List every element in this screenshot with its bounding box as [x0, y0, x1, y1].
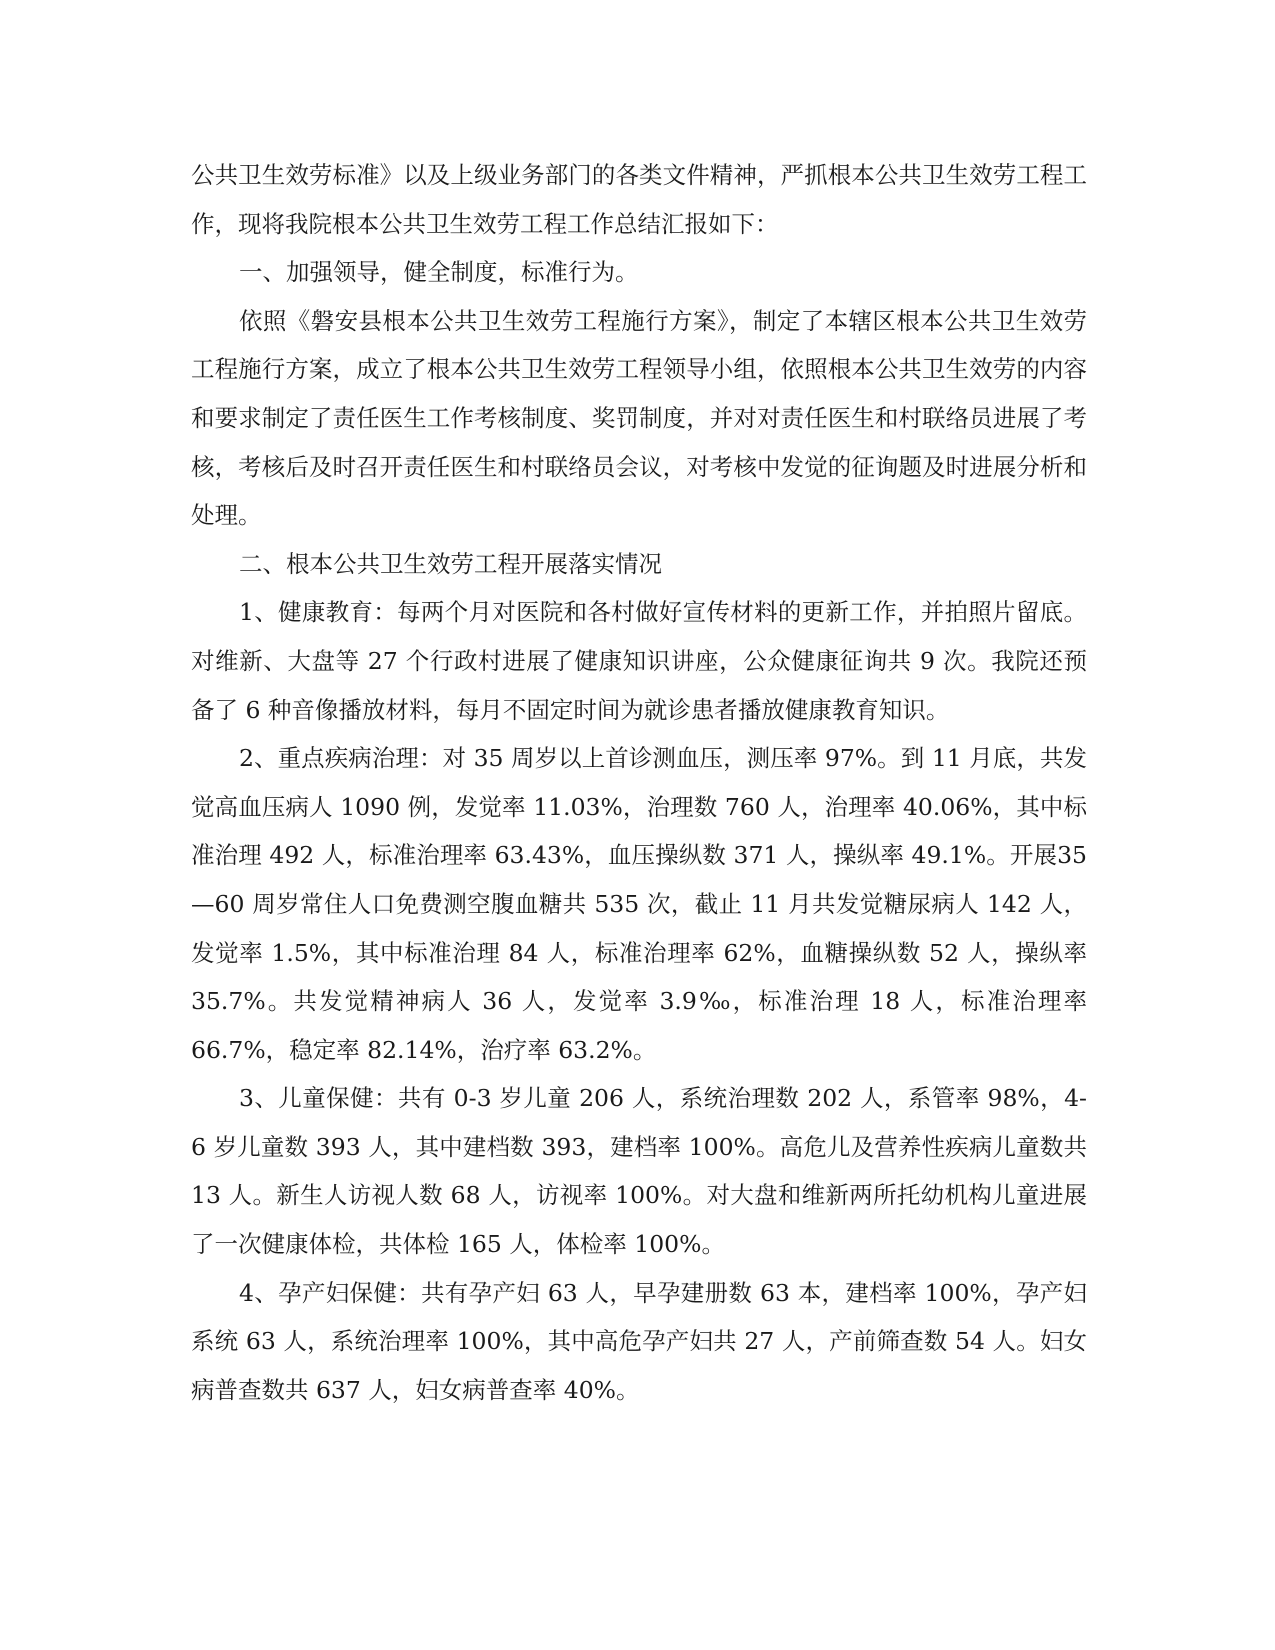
paragraph-child-health: 3、儿童保健：共有 0-3 岁儿童 206 人，系统治理数 202 人，系管率 98%，4-6 岁儿童数 393 人，其中建档数 393，建档率 100%。高危儿及营养性疾病儿童数共 13 人。新生人访视人数 68 人，访视率 100%。对大盘和维新两所托幼机构儿童进展了一次健康体检，共体检 165 人，体检率 100%。 [191, 1084, 1087, 1259]
section-heading-1: 一、加强领导，健全制度，标准行为。 [239, 258, 639, 287]
paragraph-disease-management: 2、重点疾病治理：对 35 周岁以上首诊测血压，测压率 97%。到 11 月底，共发觉高血压病人 1090 例，发觉率 11.03%，治理数 760 人，治理率 40.06%，其中标准治理 492 人，标准治理率 63.43%，血压操纵数 371 人，操纵率 49.1%。开展35—60 周岁常住人口免费测空腹血糖共 535 次，截止 11 月共发觉糖尿病人 142 人，发觉率 1.5%，其中标准治理 84 人，标准治理率 62%，血糖操纵数 52 人，操纵率 35.7%。共发觉精神病人 36 人，发觉率 3.9‰，标准治理 18 人，标准治理率66.7%，稳定率 82.14%，治疗率 63.2%。 [191, 744, 1087, 1064]
paragraph-leadership: 依照《磐安县根本公共卫生效劳工程施行方案》，制定了本辖区根本公共卫生效劳工程施行方案，成立了根本公共卫生效劳工程领导小组，依照根本公共卫生效劳的内容和要求制定了责任医生工作考核制度、奖罚制度，并对对责任医生和村联络员进展了考核，考核后及时召开责任医生和村联络员会议，对考核中发觉的征询题及时进展分析和处理。 [191, 306, 1087, 530]
paragraph-intro-continuation: 公共卫生效劳标准》以及上级业务部门的各类文件精神，严抓根本公共卫生效劳工程工作，现将我院根本公共卫生效劳工程工作总结汇报如下： [191, 161, 1087, 238]
paragraph-maternal-health: 4、孕产妇保健：共有孕产妇 63 人，早孕建册数 63 本，建档率 100%，孕产妇系统 63 人，系统治理率 100%，其中高危孕产妇共 27 人，产前筛查数 54 人。妇女病普查数共 637 人，妇女病普查率 40%。 [191, 1278, 1087, 1404]
section-heading-2: 二、根本公共卫生效劳工程开展落实情况 [239, 549, 662, 578]
document-body [191, 151, 1087, 1414]
paragraph-health-education: 1、健康教育：每两个月对医院和各村做好宣传材料的更新工作，并拍照片留底。对维新、大盘等 27 个行政村进展了健康知识讲座，公众健康征询共 9 次。我院还预备了 6 种音像播放材料，每月不固定时间为就诊患者播放健康教育知识。 [191, 598, 1087, 724]
